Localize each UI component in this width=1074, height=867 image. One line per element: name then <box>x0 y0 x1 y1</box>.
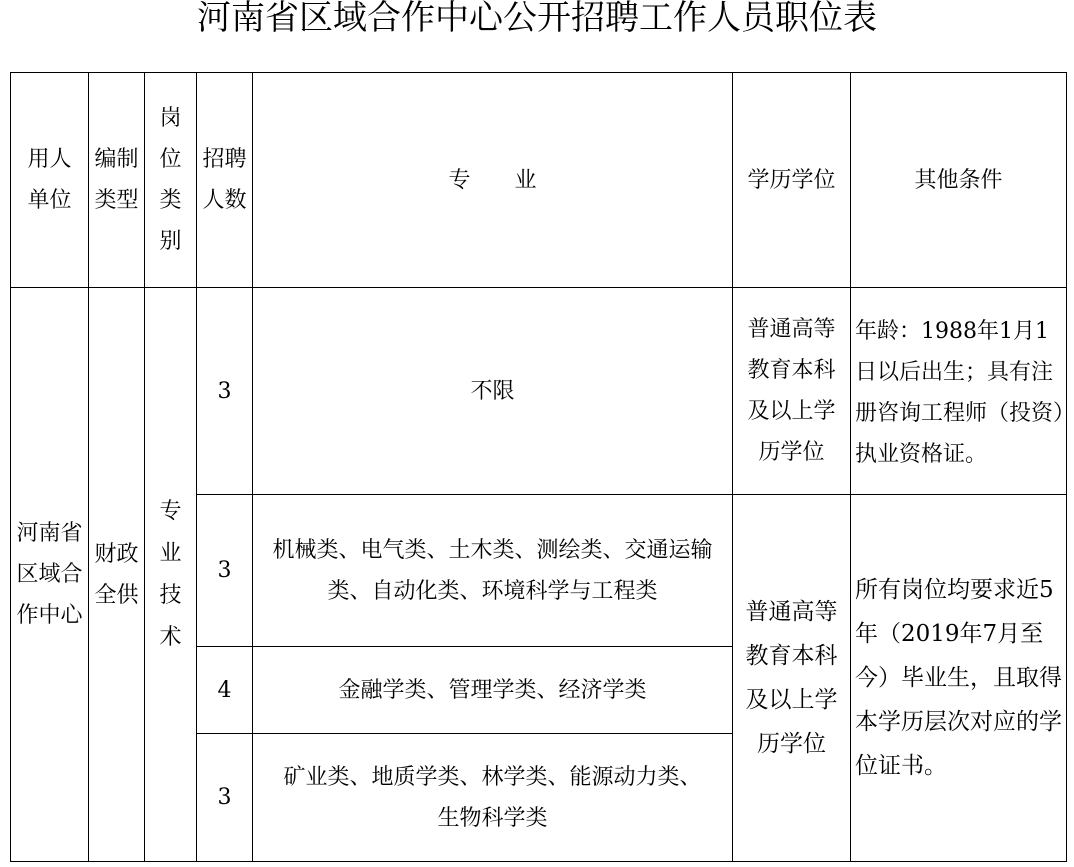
major-cell: 机械类、电气类、土木类、测绘类、交通运输类、自动化类、环境科学与工程类 <box>253 495 733 647</box>
headcount-cell: 3 <box>197 288 253 495</box>
headcount-cell: 3 <box>197 495 253 647</box>
other-conditions-shared-cell: 所有岗位均要求近5年（2019年7月至今）毕业生，且取得本学历层次对应的学位证书。 <box>851 495 1067 862</box>
header-other: 其他条件 <box>851 73 1067 288</box>
header-staffing-type: 编制类型 <box>89 73 145 288</box>
table-row <box>11 288 1067 495</box>
major-cell: 矿业类、地质学类、林学类、能源动力类、生物科学类 <box>253 734 733 862</box>
education-cell: 普通高等教育本科及以上学历学位 <box>733 288 851 495</box>
staffing-type-cell: 财政全供 <box>89 288 145 862</box>
position-table <box>10 72 1067 862</box>
major-cell: 不限 <box>253 288 733 495</box>
header-row <box>11 73 1067 288</box>
header-unit: 用人单位 <box>11 73 89 288</box>
page-title: 河南省区域合作中心公开招聘工作人员职位表 <box>197 0 877 38</box>
header-education: 学历学位 <box>733 73 851 288</box>
position-category-cell: 专业技术 <box>145 288 197 862</box>
unit-cell: 河南省区域合作中心 <box>11 288 89 862</box>
headcount-cell: 3 <box>197 734 253 862</box>
major-cell: 金融学类、管理学类、经济学类 <box>253 647 733 734</box>
education-shared-cell: 普通高等教育本科及以上学历学位 <box>733 495 851 862</box>
header-headcount: 招聘人数 <box>197 73 253 288</box>
other-conditions-cell: 年龄：1988年1月1日以后出生；具有注册咨询工程师（投资）执业资格证。 <box>851 288 1067 495</box>
headcount-cell: 4 <box>197 647 253 734</box>
header-position-category: 岗位类别 <box>145 73 197 288</box>
header-major: 专 业 <box>253 73 733 288</box>
